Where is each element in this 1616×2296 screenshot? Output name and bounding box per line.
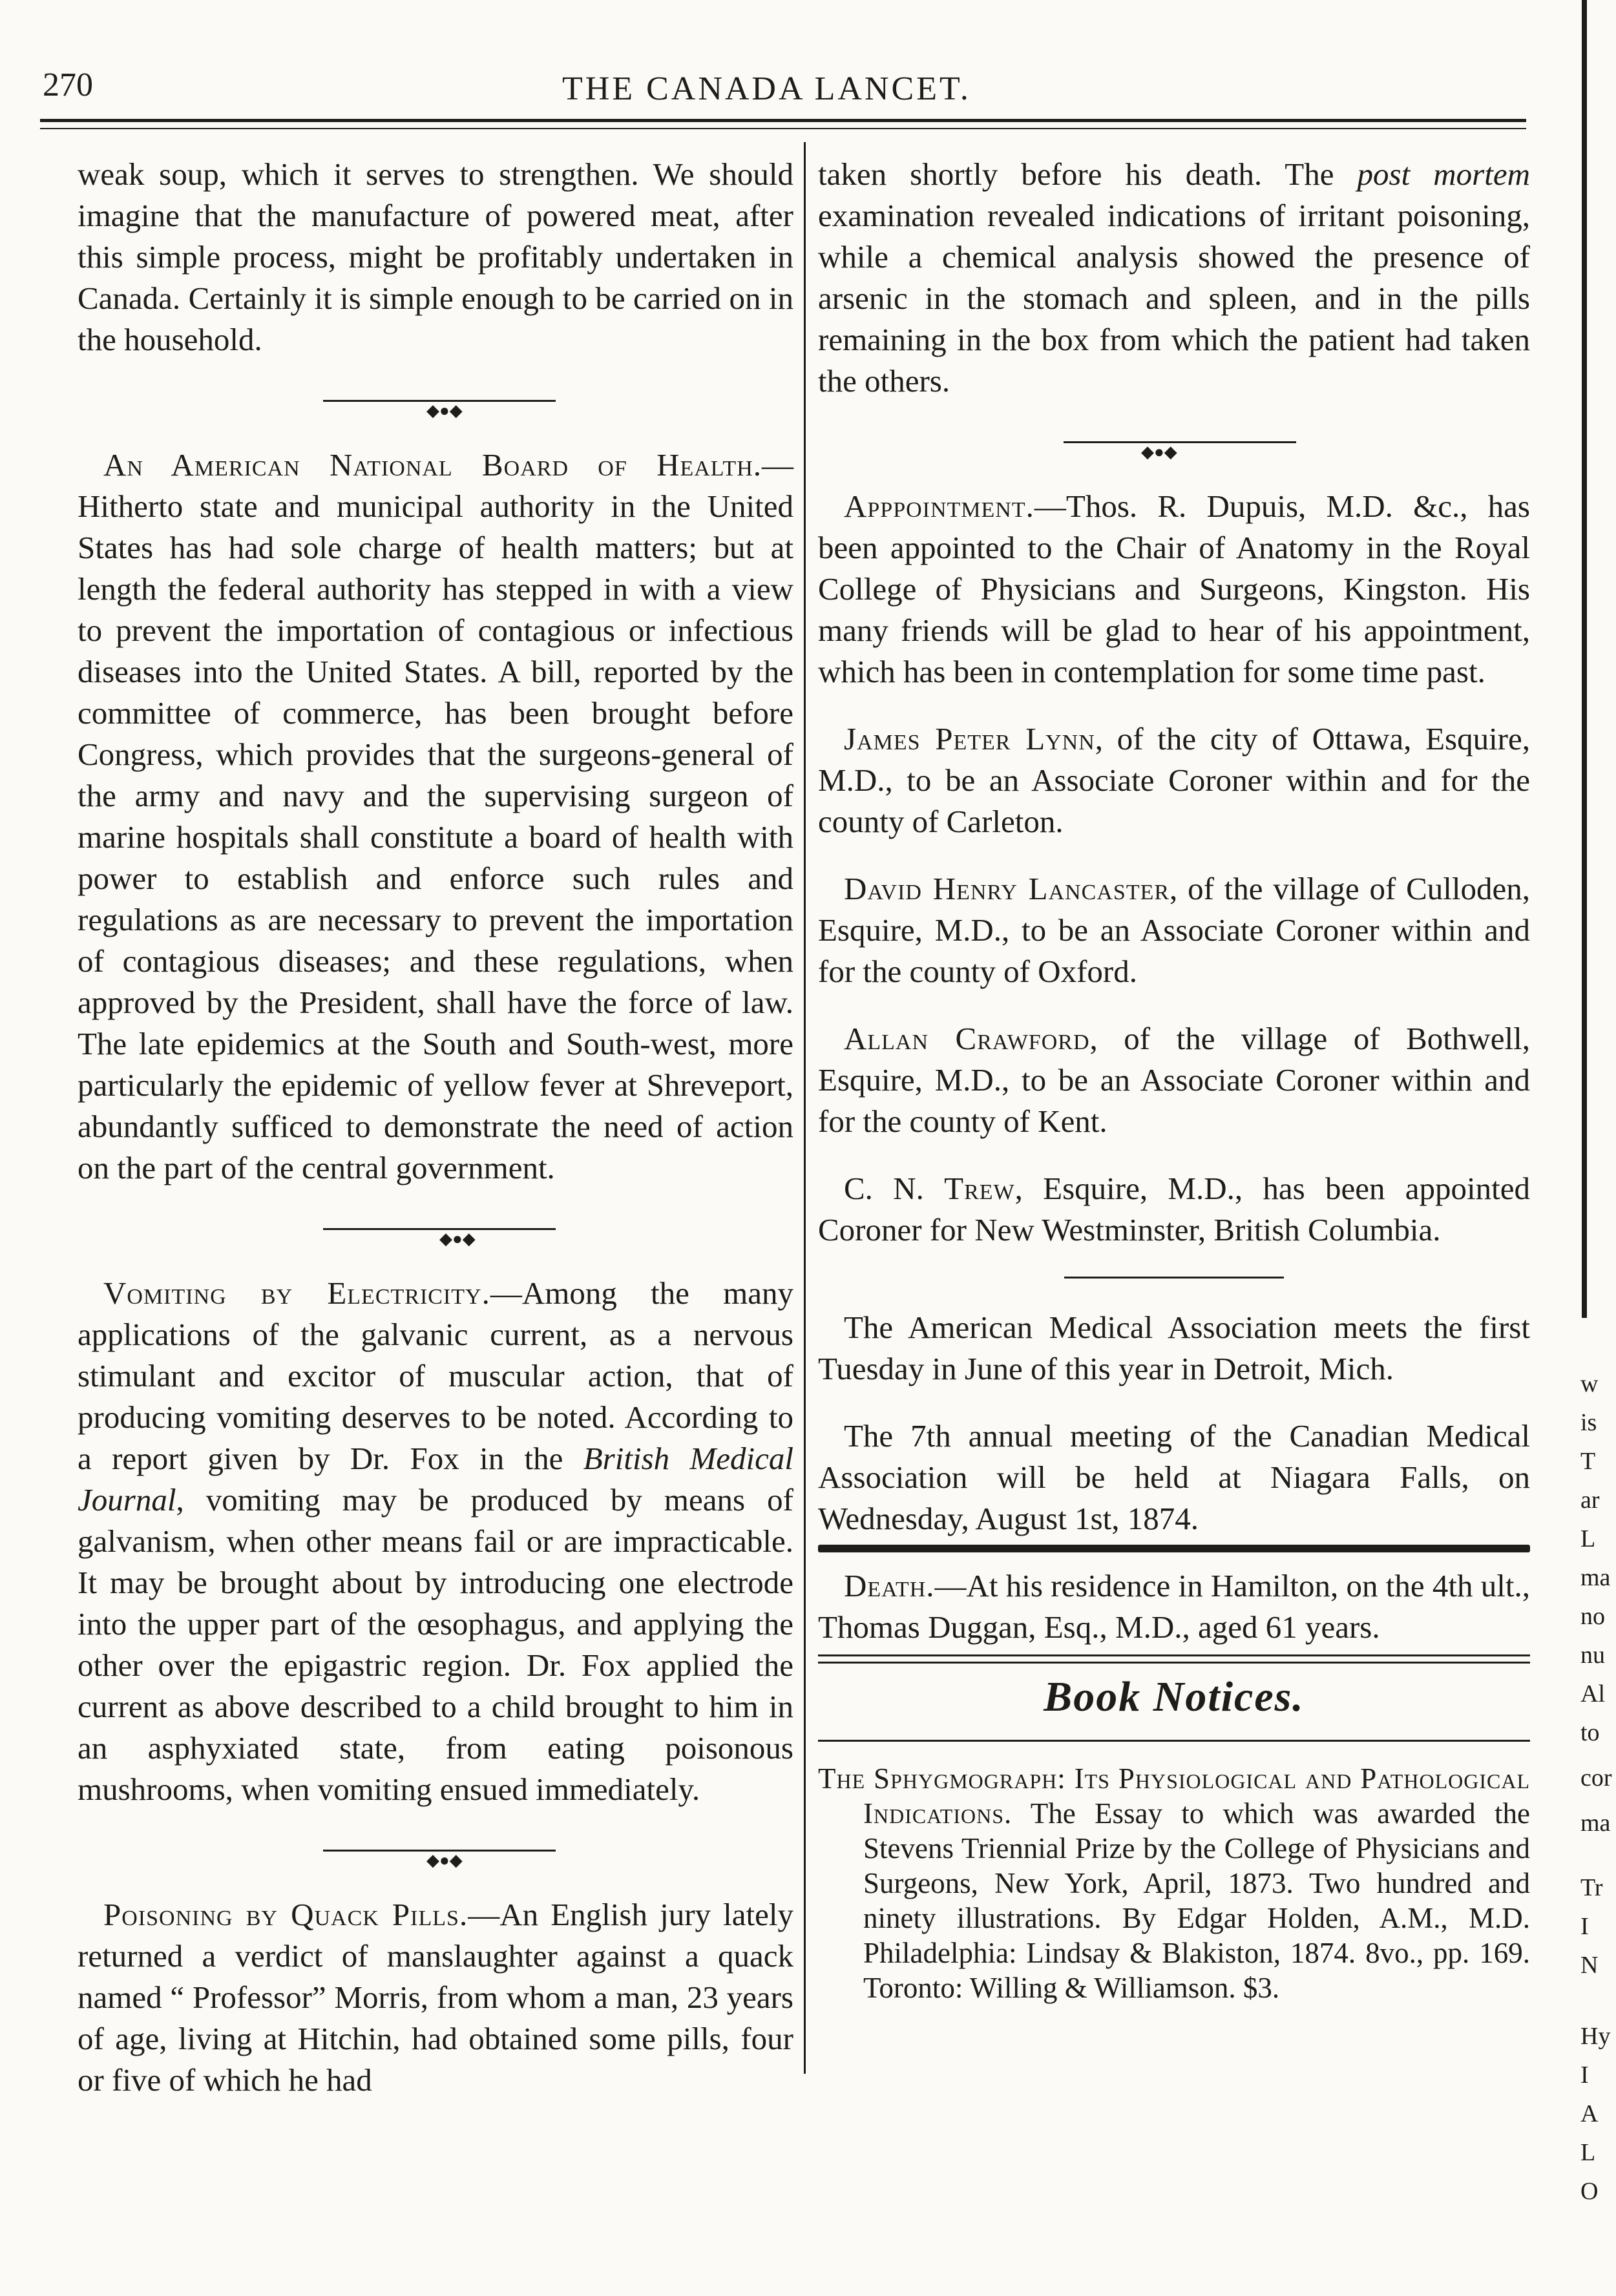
article-board-of-health (78, 444, 793, 1189)
running-head: THE CANADA LANCET. (562, 70, 971, 107)
article-heading: Poisoning by Quack Pills. (103, 1897, 468, 1932)
book-notice-entry (818, 1761, 1530, 2005)
continuation-text: examination revealed indications of irritant poisoning, while a chemical analysis showed the presence of arsenic in the stomach and spleen, and in the pills remaining in the box from which the patient had taken the others. (818, 198, 1530, 399)
double-rule (818, 1654, 1530, 1664)
article-body: —An English jury lately returned a verdict of manslaughter against a quack named “ Professor” Morris, from whom a man, 23 years of age, living at Hitchin, had obtained some pills, four or five of which he had (78, 1897, 793, 2098)
section-rule (1064, 1277, 1284, 1278)
page-edge-bar (1582, 0, 1587, 1318)
notice-cma-meeting: The 7th annual meeting of the Canadian Medical Association will be held at Niagara Falls, on Wednesday, August 1st, 1874. (818, 1418, 1530, 1536)
book-details: The Essay to which was awarded the Stevens Triennial Prize by the College of Physicians and Surgeons, New York, April, 1873. Two hundred and ninety illustrations. By Edgar Holden, A.M., M.D. Philadelphia: Lindsay & Blakiston, 1874. 8vo., pp. 169. Toronto: Willing & Williamson. $3. (863, 1797, 1530, 2004)
notice-heading: Apppointment. (844, 488, 1034, 524)
margin-fragment: cor (1580, 1764, 1612, 1791)
section-ornament: ◆●◆ (78, 1830, 793, 1871)
header-rule-bottom (40, 128, 1526, 129)
section-ornament: ◆●◆ (78, 380, 793, 421)
coroner-name: Trew (944, 1171, 1015, 1206)
margin-fragment: T (1580, 1448, 1596, 1475)
margin-fragment: A (1580, 2100, 1599, 2127)
margin-fragment: O (1580, 2178, 1599, 2205)
margin-fragment: nu (1580, 1642, 1605, 1669)
latin-phrase: post mortem (1357, 156, 1530, 192)
heavy-rule (818, 1545, 1530, 1552)
notice-body: —Thos. R. Dupuis, M.D. &c., has been appointed to the Chair of Anatomy in the Royal College of Physicians and Surgeons, Kingston. His many friends will be glad to hear of his appointment, which has been in contemplation for some time past. (818, 488, 1530, 689)
margin-fragment: ar (1580, 1487, 1600, 1514)
margin-fragment: L (1580, 1525, 1596, 1552)
notice-body: , of the village of Culloden, Esquire, M.D., to be an Associate Coroner within and for the county of Oxford. (818, 871, 1530, 989)
coroner-name: James Peter Lynn (844, 721, 1095, 757)
section-rule (818, 1740, 1530, 1742)
article-quack-pills (78, 1894, 793, 2101)
article-continuation: weak soup, which it serves to strengthen. We should imagine that the manufacture of powered meat, after this simple process, might be profitably undertaken in Canada. Certainly it is simple enough to be carried on in the household. (78, 156, 793, 357)
margin-fragment: to (1580, 1719, 1600, 1746)
continuation-text: taken shortly before his death. The (818, 156, 1358, 192)
article-heading: Vomiting by Electricity. (103, 1275, 490, 1311)
section-ornament: ◆●◆ (818, 421, 1530, 463)
article-heading: An American National Board of Health. (103, 447, 762, 483)
coroner-name: David Henry Lancaster (844, 871, 1170, 906)
coroner-name: Allan Crawford (844, 1021, 1090, 1056)
left-column (78, 154, 793, 2101)
right-column (818, 154, 1530, 2005)
notice-body: , Esquire, M.D., has been appointed Coroner for New Westminster, British Columbia. (818, 1171, 1530, 1247)
notice-body: , of the city of Ottawa, Esquire, M.D., to be an Associate Coroner within and for the county of Carleton. (818, 721, 1530, 839)
notice-heading: Death. (844, 1568, 935, 1603)
margin-fragment: N (1580, 1952, 1599, 1979)
article-body-continued: , vomiting may be produced by means of galvanism, when other means fail or are impracticable. It may be brought about by introducing one electrode into the upper part of the œsophagus, and applying the other over the epigastric region. Dr. Fox applied the current as above described to a child brought to him in an asphyxiated state, from eating poisonous mushrooms, when vomiting ensued immediately. (78, 1482, 793, 1807)
notice-death (818, 1565, 1530, 1648)
article-vomiting-by-electricity (78, 1273, 793, 1810)
margin-fragment: w (1580, 1370, 1599, 1397)
margin-fragment: Al (1580, 1680, 1605, 1707)
notice-coroner (818, 718, 1530, 842)
adjacent-page-edge (1562, 0, 1616, 2296)
margin-fragment: Tr (1580, 1874, 1603, 1901)
margin-fragment: no (1580, 1603, 1605, 1630)
margin-fragment: is (1580, 1409, 1597, 1436)
notice-coroner (818, 1018, 1530, 1142)
notice-appointment (818, 486, 1530, 693)
notice-body: , of the village of Bothwell, Esquire, M.D., to be an Associate Coroner within and for the county of Kent. (818, 1021, 1530, 1139)
book-title: The Sphygmograph: Its Physiological and Pathological Indications. (818, 1762, 1530, 1830)
page-number: 270 (43, 67, 93, 103)
notice-coroner (818, 1168, 1530, 1251)
journal-title: British Medical Journal (78, 1441, 793, 1518)
coroner-initials: C. N. (844, 1171, 945, 1206)
column-divider (804, 142, 806, 2074)
margin-fragment: I (1580, 1913, 1589, 1940)
article-continuation (818, 154, 1530, 402)
article-body: —Hitherto state and municipal authority in the United States has had sole charge of health matters; but at length the federal authority has stepped in with a view to prevent the importation of contagious or infectious diseases into the United States. A bill, reported by the committee of commerce, has been brought before Congress, which provides that the surgeons-general of the army and navy and the supervising surgeon of marine hospitals shall constitute a board of health with power to establish and enforce such rules and regulations as are necessary to prevent the importation of contagious diseases; and these regulations, when approved by the President, shall have the force of law. The late epidemics at the South and South-west, more particularly the epidemic of yellow fever at Shreveport, abundantly sufficed to demonstrate the need of action on the part of the central government. (78, 447, 793, 1185)
margin-fragment: I (1580, 2061, 1589, 2089)
notice-ama-meeting: The American Medical Association meets the first Tuesday in June of this year in Detroit, Mich. (818, 1310, 1530, 1386)
margin-fragment: ma (1580, 1810, 1611, 1837)
margin-fragment: Hy (1580, 2023, 1611, 2050)
header-rule-top (40, 119, 1526, 122)
margin-fragment: ma (1580, 1564, 1611, 1591)
book-notices-heading: Book Notices. (1044, 1673, 1305, 1720)
margin-fragment: L (1580, 2139, 1596, 2166)
article-body: —Among the many applications of the galvanic current, as a nervous stimulant and excitor of muscular action, that of producing vomiting deserves to be noted. According to a report given by Dr. Fox in the (78, 1275, 793, 1476)
section-ornament: ◆●◆ (78, 1208, 793, 1249)
notice-body: —At his residence in Hamilton, on the 4th ult., Thomas Duggan, Esq., M.D., aged 61 years. (818, 1568, 1530, 1645)
notice-coroner (818, 868, 1530, 992)
